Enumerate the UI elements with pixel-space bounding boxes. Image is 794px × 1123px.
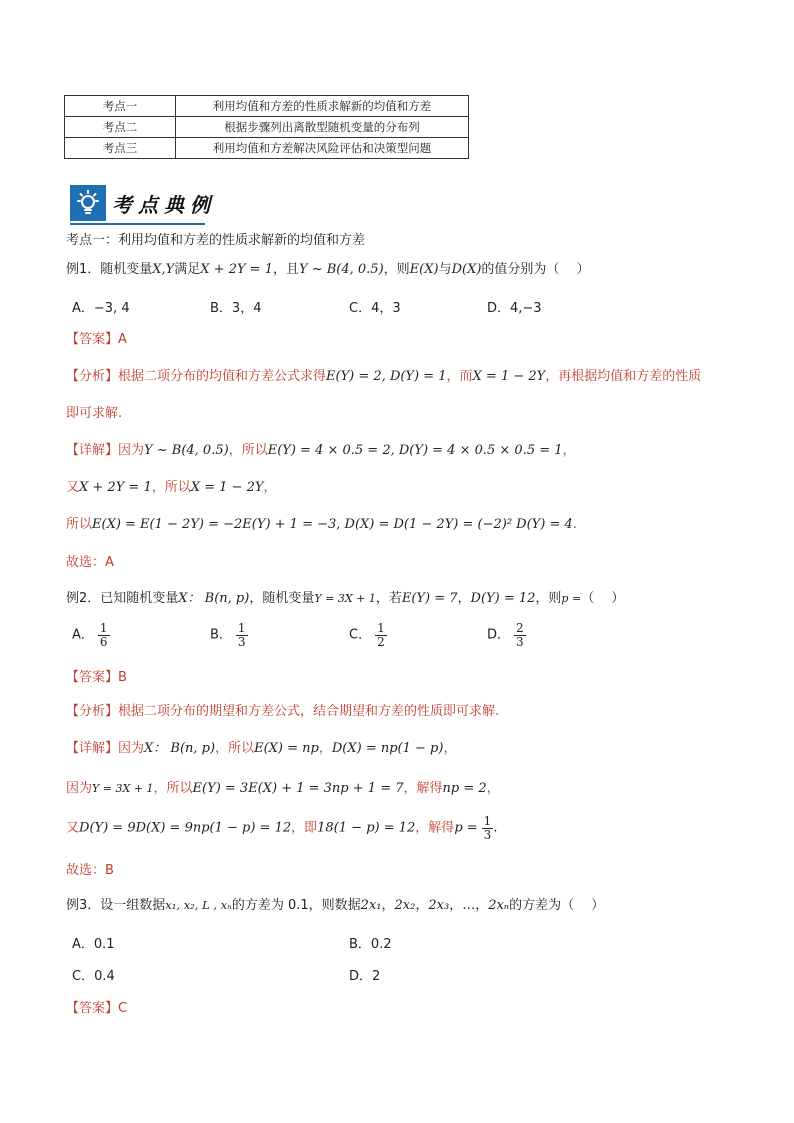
ex3-answer [66, 997, 127, 1016]
math: D(Y) = 12 [470, 591, 536, 606]
topic-key: 考点二 [65, 117, 176, 138]
math: D(X) [451, 262, 482, 277]
numerator: 1 [99, 621, 108, 635]
math: Y = 3X + 1 [314, 592, 376, 605]
text: ，则 [535, 591, 562, 606]
text: 例3．设一组数据 [66, 898, 166, 913]
ex2-choose: 故选：B [66, 863, 114, 878]
text: ，则 [383, 262, 410, 277]
math: 2xₙ [488, 898, 510, 913]
text: ， [263, 480, 277, 495]
numerator: 1 [377, 621, 385, 635]
text: ，解得 [403, 781, 443, 796]
text: ，所以 [151, 480, 191, 495]
ex1-question [66, 258, 590, 277]
ex1-detail-2 [66, 476, 276, 495]
option-label: A． [72, 627, 94, 643]
text: 的值分别为（ ） [481, 262, 590, 277]
text: 因为 [66, 781, 93, 796]
math: E(Y) = 7 [401, 591, 458, 606]
text: ， [381, 898, 395, 913]
math: X： B(n, p) [178, 591, 250, 606]
numerator: 2 [516, 621, 524, 635]
text: ，且 [272, 262, 299, 277]
denominator: 3 [483, 827, 492, 842]
topic-table [64, 95, 469, 159]
text: 的方差为（ ） [509, 898, 605, 913]
ex3-option-b: B．0.2 [349, 937, 392, 952]
analysis-label: 【分析】 [66, 704, 119, 719]
fraction [514, 622, 526, 648]
text: ，解得 [415, 820, 455, 836]
math: X,Y [152, 262, 175, 277]
math: X： B(n, p) [144, 741, 216, 756]
text: ，而 [446, 369, 473, 384]
ex3-option-a: A．0.1 [72, 937, 115, 952]
ex2-answer [66, 666, 127, 685]
math: x₁, x₂, L , xₙ [165, 898, 232, 912]
ex2-option-a [72, 622, 110, 648]
text: 满足 [174, 262, 201, 277]
fraction [236, 622, 248, 648]
math: Y = 3X + 1 [92, 782, 154, 795]
text: ，即 [291, 820, 318, 836]
ex1-analysis-cont: 即可求解. [66, 406, 123, 421]
section-heading: 考点一：利用均值和方差的性质求解新的均值和方差 [66, 233, 366, 248]
answer-value: B [118, 670, 127, 685]
text: 因为 [118, 443, 145, 458]
ex2-detail-1 [66, 737, 456, 756]
text: 例1．随机变量 [66, 262, 153, 277]
text: 的方差为 0.1，则数据 [231, 898, 361, 913]
fraction [375, 622, 387, 648]
detail-label: 【详解】 [66, 741, 119, 756]
math: p = [561, 592, 582, 605]
ex2-option-b [210, 622, 248, 648]
topic-desc: 根据步骤列出离散型随机变量的分布列 [176, 117, 469, 138]
table-row [65, 96, 469, 117]
math: E(X) [409, 262, 439, 277]
text: 与 [438, 262, 452, 277]
denominator: 3 [237, 634, 246, 649]
lightbulb-icon [70, 185, 106, 221]
option-label: C． [349, 627, 372, 643]
math: p = [454, 820, 478, 836]
text: ， [486, 781, 500, 796]
ex2-option-c [349, 622, 387, 648]
topic-key: 考点三 [65, 138, 176, 159]
denominator: 6 [99, 634, 108, 649]
math: np = 2 [442, 781, 487, 796]
banner-underline [70, 223, 205, 225]
math: X + 2Y = 1 [79, 480, 152, 495]
ex1-answer [66, 328, 127, 347]
math: X + 2Y = 1 [200, 262, 273, 277]
text: ， [562, 443, 576, 458]
answer-label: 【答案】 [66, 332, 119, 347]
math: Y ~ B(4, 0.5) [144, 443, 229, 458]
ex1-detail-3 [66, 513, 577, 532]
math: 2x₂ [394, 898, 416, 913]
table-row [65, 117, 469, 138]
ex1-choose: 故选：A [66, 555, 114, 570]
text: ，所以 [228, 443, 268, 458]
ex1-option-a: A．−3, 4 [72, 301, 130, 316]
text: ，…， [449, 898, 489, 913]
text: （ ） [581, 591, 625, 606]
fraction [98, 622, 110, 648]
answer-label: 【答案】 [66, 1001, 119, 1016]
ex2-question [66, 587, 624, 606]
answer-value: C [118, 1001, 128, 1016]
text: ， [415, 898, 429, 913]
topic-desc: 利用均值和方差的性质求解新的均值和方差 [176, 96, 469, 117]
section-banner [70, 183, 216, 223]
math: 2x₁ [360, 898, 382, 913]
ex3-option-c: C．0.4 [72, 969, 115, 984]
answer-value: A [118, 332, 127, 347]
math: 2x₃ [428, 898, 450, 913]
text: ，所以 [153, 781, 193, 796]
numerator: 1 [483, 814, 492, 828]
denominator: 2 [377, 634, 385, 649]
text: 根据二项分布的期望和方差公式，结合期望和方差的性质即可求解. [118, 704, 500, 719]
ex1-option-b: B．3，4 [210, 301, 262, 316]
option-label: D． [487, 627, 511, 643]
math: 18(1 − p) = 12 [317, 820, 416, 836]
ex1-option-d: D．4,−3 [487, 301, 542, 316]
ex1-option-c: C．4，3 [349, 301, 401, 316]
text: 根据二项分布的均值和方差公式求得 [118, 369, 327, 384]
ex2-detail-3 [66, 815, 497, 841]
ex2-analysis [66, 700, 499, 719]
detail-label: 【详解】 [66, 443, 119, 458]
topic-desc: 利用均值和方差解决风险评估和决策型问题 [176, 138, 469, 159]
fraction [482, 815, 494, 841]
analysis-label: 【分析】 [66, 369, 119, 384]
ex1-analysis [66, 365, 701, 384]
text: 例2．已知随机变量 [66, 591, 179, 606]
ex2-option-d [487, 622, 526, 648]
numerator: 1 [237, 621, 246, 635]
math: D(Y) = 9D(X) = 9np(1 − p) = 12 [79, 820, 292, 836]
text: ，随机变量 [249, 591, 315, 606]
math: E(X) = E(1 − 2Y) = −2E(Y) + 1 = −3, D(X) = D(1 − 2Y) = (−2)² D(Y) = 4 [92, 517, 573, 532]
topic-key: 考点一 [65, 96, 176, 117]
math: E(Y) = 3E(X) + 1 = 3np + 1 = 7 [192, 781, 404, 796]
math: X = 1 − 2Y [190, 480, 264, 495]
denominator: 3 [516, 634, 524, 649]
answer-label: 【答案】 [66, 670, 119, 685]
text: 又 [66, 480, 80, 495]
text: ，所以 [215, 741, 255, 756]
text: 因为 [118, 741, 145, 756]
ex2-detail-2 [66, 777, 500, 796]
text: ， [443, 741, 457, 756]
banner-title: 考点典例 [112, 192, 216, 217]
table-row [65, 138, 469, 159]
option-label: B． [210, 627, 232, 643]
text: . [572, 517, 577, 532]
text: ， [318, 741, 332, 756]
math: X = 1 − 2Y [472, 369, 546, 384]
text: ，再根据均值和方差的性质 [545, 369, 702, 384]
text: 所以 [66, 517, 93, 532]
math: E(X) = np [254, 741, 319, 756]
text: 又 [66, 820, 80, 836]
text: ， [457, 591, 471, 606]
text: ，若 [375, 591, 402, 606]
ex3-question [66, 894, 604, 913]
ex1-detail-1 [66, 439, 576, 458]
text: . [493, 820, 498, 836]
math: Y ~ B(4, 0.5) [299, 262, 384, 277]
math: E(Y) = 2, D(Y) = 1 [326, 369, 447, 384]
ex3-option-d: D．2 [349, 969, 381, 984]
math: D(X) = np(1 − p) [331, 741, 444, 756]
math: E(Y) = 4 × 0.5 = 2, D(Y) = 4 × 0.5 × 0.5 = 1 [267, 443, 563, 458]
